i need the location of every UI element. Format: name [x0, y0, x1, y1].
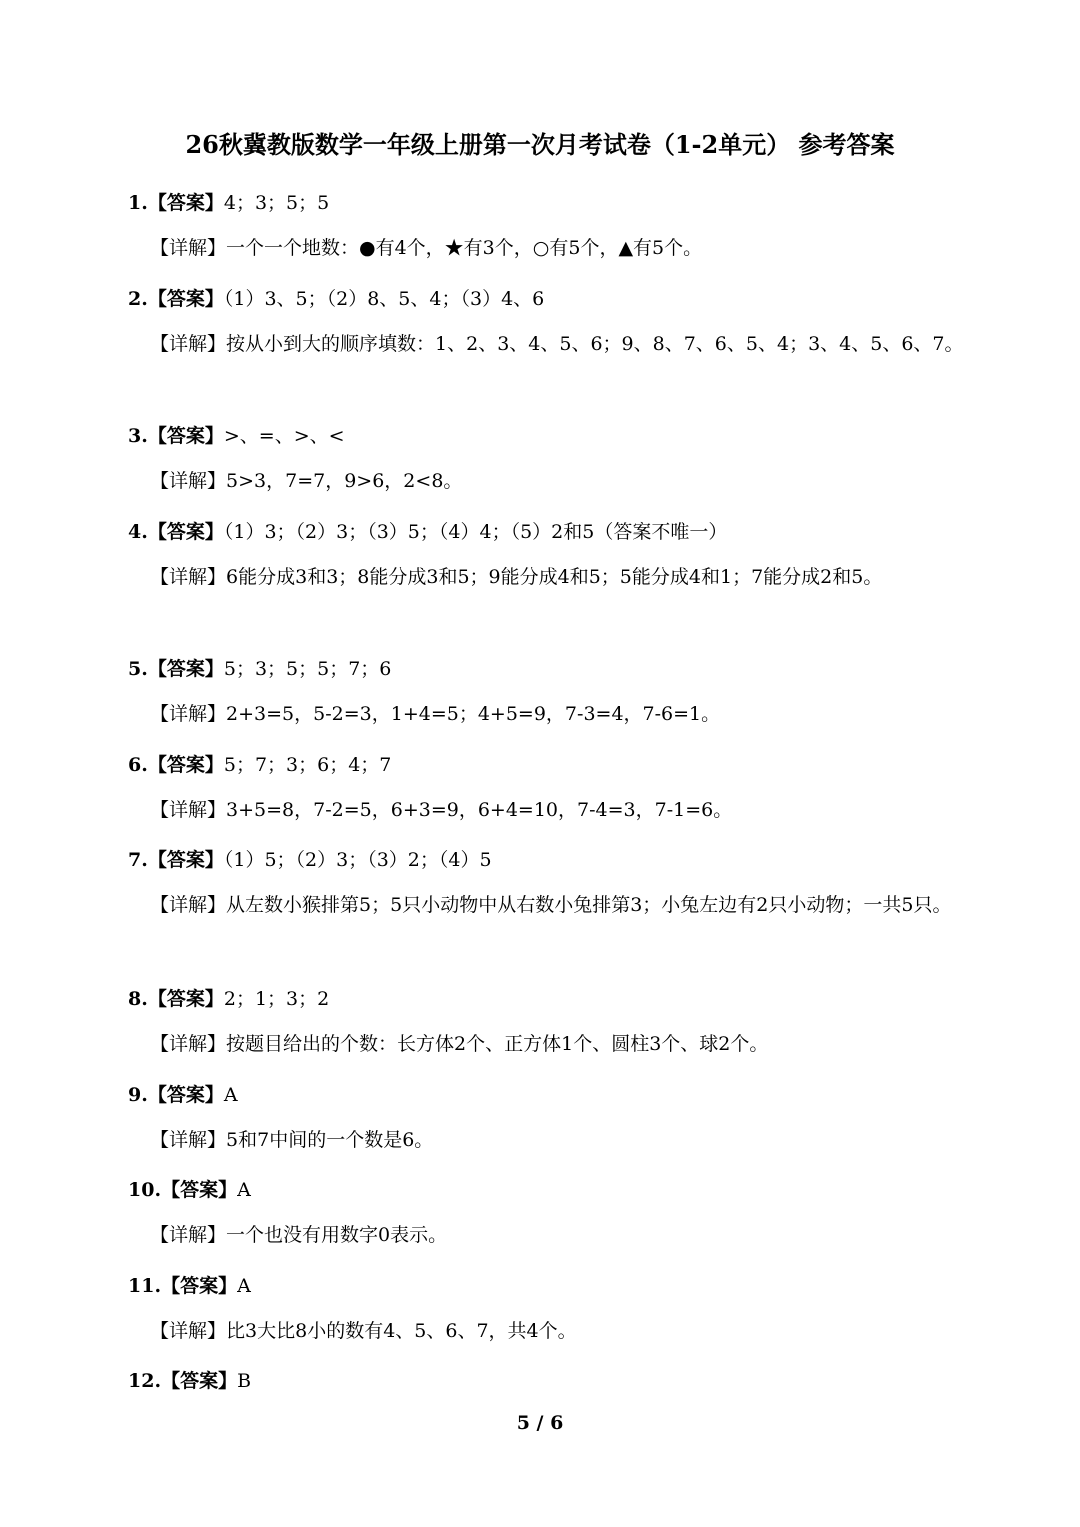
- explanation-4: [150, 556, 970, 599]
- explain-tag: 【详解】: [150, 470, 227, 492]
- answer-tag: 【答案】: [147, 754, 224, 776]
- question-number: 6.: [128, 754, 148, 776]
- answer-tag: 【答案】: [161, 1179, 238, 1201]
- question-number: 10.: [128, 1179, 162, 1201]
- answer-text: 4；3；5；5: [223, 192, 330, 214]
- answer-text: （1）3；（2）3；（3）5；（4）4；（5）2和5（答案不唯一）: [223, 521, 728, 543]
- answer-line-7: [128, 845, 492, 875]
- answer-text: 2；1；3；2: [223, 988, 330, 1010]
- explain-tag: 【详解】: [150, 566, 227, 588]
- explanation-text: 从左数小猴排第5；5只小动物中从右数小兔排第3；小兔左边有2只小动物；一共5只。: [226, 894, 952, 916]
- explanation-text: 按题目给出的个数：长方体2个、正方体1个、圆柱3个、球2个。: [226, 1033, 769, 1055]
- explanation-text: 6能分成3和3；8能分成3和5；9能分成4和5；5能分成4和1；7能分成2和5。: [226, 566, 883, 588]
- explain-tag: 【详解】: [150, 1224, 227, 1246]
- answer-text: B: [237, 1370, 252, 1392]
- answer-line-4: [128, 517, 727, 547]
- explanation-7: [150, 884, 970, 927]
- explanation-8: [150, 1023, 970, 1066]
- explanation-5: [150, 693, 970, 736]
- answer-text: >、=、>、<: [223, 425, 345, 447]
- question-number: 8.: [128, 988, 148, 1010]
- explanation-text: 2+3=5，5-2=3，1+4=5；4+5=9，7-3=4，7-6=1。: [226, 703, 721, 725]
- explanation-9: [150, 1119, 970, 1162]
- explain-tag: 【详解】: [150, 799, 227, 821]
- answer-line-3: [128, 421, 345, 451]
- question-number: 11.: [128, 1275, 162, 1297]
- explanation-text: 一个一个地数：●有4个，★有3个，○有5个，▲有5个。: [226, 237, 703, 259]
- answer-tag: 【答案】: [147, 521, 224, 543]
- answer-text: A: [237, 1179, 251, 1201]
- explain-tag: 【详解】: [150, 1033, 227, 1055]
- answer-tag: 【答案】: [147, 1084, 224, 1106]
- answer-text: A: [237, 1275, 251, 1297]
- question-number: 5.: [128, 658, 148, 680]
- explanation-1: [150, 227, 970, 270]
- explain-tag: 【详解】: [150, 703, 227, 725]
- question-number: 3.: [128, 425, 148, 447]
- question-number: 4.: [128, 521, 148, 543]
- answer-tag: 【答案】: [161, 1275, 238, 1297]
- explanation-3: [150, 460, 970, 503]
- page-number: 5 / 6: [516, 1412, 564, 1434]
- explanation-text: 比3大比8小的数有4、5、6、7，共4个。: [226, 1320, 577, 1342]
- explanation-text: 一个也没有用数字0表示。: [226, 1224, 448, 1246]
- answer-tag: 【答案】: [147, 988, 224, 1010]
- question-number: 7.: [128, 849, 148, 871]
- answer-text: A: [223, 1084, 238, 1106]
- answer-text: （1）3、5；（2）8、5、4；（3）4、6: [223, 288, 545, 310]
- answer-line-5: [128, 654, 391, 684]
- question-number: 2.: [128, 288, 148, 310]
- answer-line-9: [128, 1080, 238, 1110]
- answer-text: （1）5；（2）3；（3）2；（4）5: [223, 849, 492, 871]
- answer-tag: 【答案】: [147, 658, 224, 680]
- answer-line-12: [128, 1366, 251, 1396]
- answer-line-2: [128, 284, 544, 314]
- explanation-2: [150, 323, 970, 366]
- explanation-text: 5和7中间的一个数是6。: [226, 1129, 434, 1151]
- answer-tag: 【答案】: [147, 849, 224, 871]
- explanation-text: 5>3，7=7，9>6，2<8。: [226, 470, 463, 492]
- explain-tag: 【详解】: [150, 237, 227, 259]
- question-number: 1.: [128, 192, 148, 214]
- answer-tag: 【答案】: [147, 192, 224, 214]
- answer-line-10: [128, 1175, 251, 1205]
- explanation-10: [150, 1214, 970, 1257]
- explanation-6: [150, 789, 970, 832]
- explain-tag: 【详解】: [150, 1320, 227, 1342]
- question-number: 9.: [128, 1084, 148, 1106]
- question-number: 12.: [128, 1370, 162, 1392]
- answer-tag: 【答案】: [161, 1370, 238, 1392]
- explain-tag: 【详解】: [150, 1129, 227, 1151]
- answer-line-11: [128, 1271, 251, 1301]
- answer-text: 5；3；5；5；7；6: [223, 658, 392, 680]
- explanation-text: 3+5=8，7-2=5，6+3=9，6+4=10，7-4=3，7-1=6。: [226, 799, 733, 821]
- answer-line-8: [128, 984, 329, 1014]
- explain-tag: 【详解】: [150, 333, 227, 355]
- answer-text: 5；7；3；6；4；7: [223, 754, 392, 776]
- answer-line-6: [128, 750, 391, 780]
- explanation-11: [150, 1310, 970, 1353]
- explain-tag: 【详解】: [150, 894, 227, 916]
- page-title: 26秋冀教版数学一年级上册第一次月考试卷（1-2单元） 参考答案: [185, 130, 895, 159]
- answer-tag: 【答案】: [147, 288, 224, 310]
- explanation-text: 按从小到大的顺序填数：1、2、3、4、5、6；9、8、7、6、5、4；3、4、5、6、7。: [226, 333, 964, 355]
- answer-line-1: [128, 188, 329, 218]
- answer-tag: 【答案】: [147, 425, 224, 447]
